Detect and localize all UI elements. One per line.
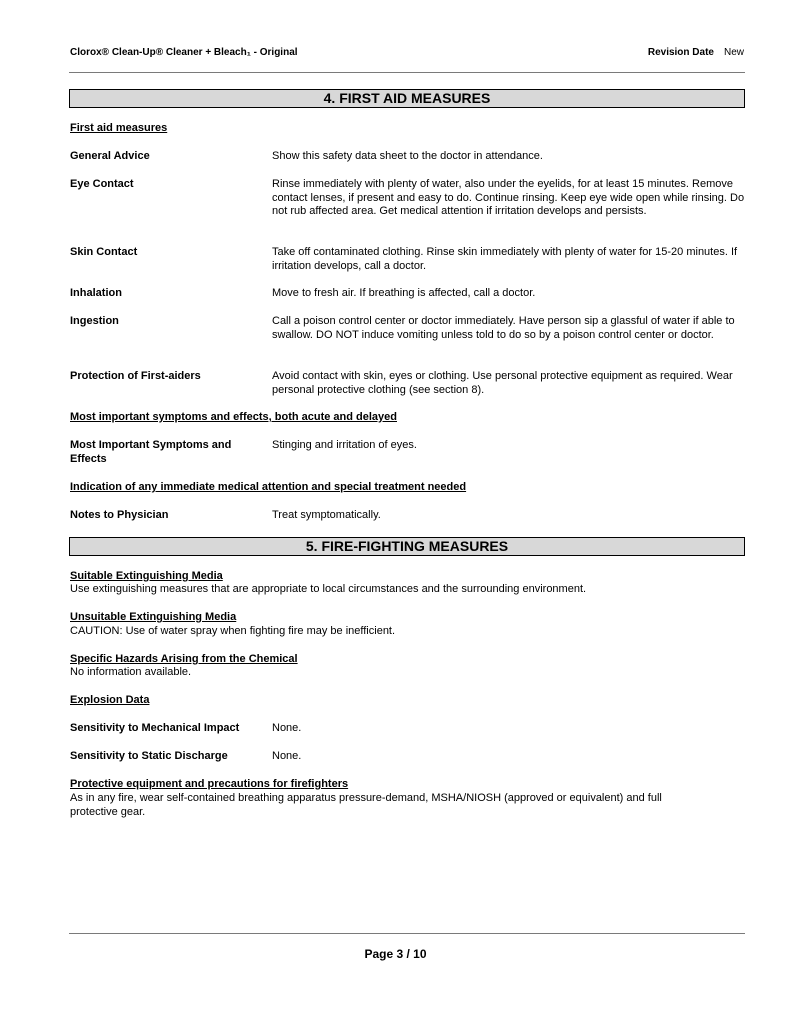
notes-to-physician-label: Notes to Physician — [70, 509, 169, 521]
specific-hazards-text: No information available. — [70, 666, 192, 678]
notes-to-physician-text: Treat symptomatically. — [272, 509, 381, 521]
protective-equipment-text: As in any fire, wear self-contained breathing apparatus pressure-demand, MSHA/NIOSH (approved or equivalent) and full protective gear. — [70, 792, 662, 818]
eye-contact-text: Rinse immediately with plenty of water, also under the eyelids, for at least 15 minutes. Remove contact lenses, if present and easy to do. Continue rinsing. Keep eye wide open while rinsing. Do not rub affected area. Get medical attention if irritation develops and persists. — [272, 178, 745, 217]
mechanical-impact-value: None. — [272, 722, 302, 734]
protection-first-aiders-text: Avoid contact with skin, eyes or clothing. Use personal protective equipment as required. Wear personal protective clothing (see section 8). — [272, 370, 733, 396]
inhalation-label: Inhalation — [70, 287, 122, 299]
protective-equipment-subheading: Protective equipment and precautions for firefighters — [70, 778, 349, 790]
ingestion-label: Ingestion — [70, 315, 119, 327]
page-number: Page 3 / 10 — [364, 947, 427, 961]
general-advice-label: General Advice — [70, 150, 150, 162]
unsuitable-media-text: CAUTION: Use of water spray when fighting fire may be inefficient. — [70, 625, 396, 637]
suitable-media-subheading: Suitable Extinguishing Media — [70, 570, 223, 582]
symptoms-text: Stinging and irritation of eyes. — [272, 439, 417, 451]
general-advice-text: Show this safety data sheet to the doctor in attendance. — [272, 150, 543, 162]
section-4-heading: 4. FIRST AID MEASURES — [69, 89, 745, 108]
document-product-name: Clorox® Clean-Up® Cleaner + Bleach₁ - Original — [70, 47, 298, 58]
revision-date-label: Revision Date — [647, 47, 714, 58]
protection-first-aiders-label: Protection of First-aiders — [70, 370, 201, 382]
unsuitable-media-subheading: Unsuitable Extinguishing Media — [70, 611, 237, 623]
ingestion-text: Call a poison control center or doctor immediately. Have person sip a glassful of water if able to swallow. DO NOT induce vomiting unless told to do so by a poison control center or doctor. — [272, 315, 735, 341]
eye-contact-label: Eye Contact — [70, 178, 134, 190]
symptoms-label: Most Important Symptoms and Effects — [70, 439, 232, 465]
inhalation-text: Move to fresh air. If breathing is affected, call a doctor. — [272, 287, 536, 299]
skin-contact-text: Take off contaminated clothing. Rinse skin immediately with plenty of water for 15-20 minutes. If irritation develops, call a doctor. — [272, 246, 738, 272]
specific-hazards-subheading: Specific Hazards Arising from the Chemical — [70, 653, 298, 665]
suitable-media-text: Use extinguishing measures that are appropriate to local circumstances and the surrounding environment. — [70, 583, 587, 595]
explosion-data-subheading: Explosion Data — [70, 694, 150, 706]
symptoms-subheading: Most important symptoms and effects, both acute and delayed — [70, 411, 397, 423]
static-discharge-label: Sensitivity to Static Discharge — [70, 750, 228, 762]
skin-contact-label: Skin Contact — [70, 246, 138, 258]
section-5-heading: 5. FIRE-FIGHTING MEASURES — [69, 537, 745, 556]
revision-date — [648, 46, 744, 60]
static-discharge-value: None. — [272, 750, 302, 762]
mechanical-impact-label: Sensitivity to Mechanical Impact — [70, 722, 240, 734]
header-divider — [69, 72, 745, 73]
medical-attention-subheading: Indication of any immediate medical attention and special treatment needed — [70, 481, 467, 493]
footer-divider — [69, 933, 745, 934]
revision-date-value: New — [723, 47, 744, 58]
first-aid-subheading: First aid measures — [70, 122, 168, 134]
